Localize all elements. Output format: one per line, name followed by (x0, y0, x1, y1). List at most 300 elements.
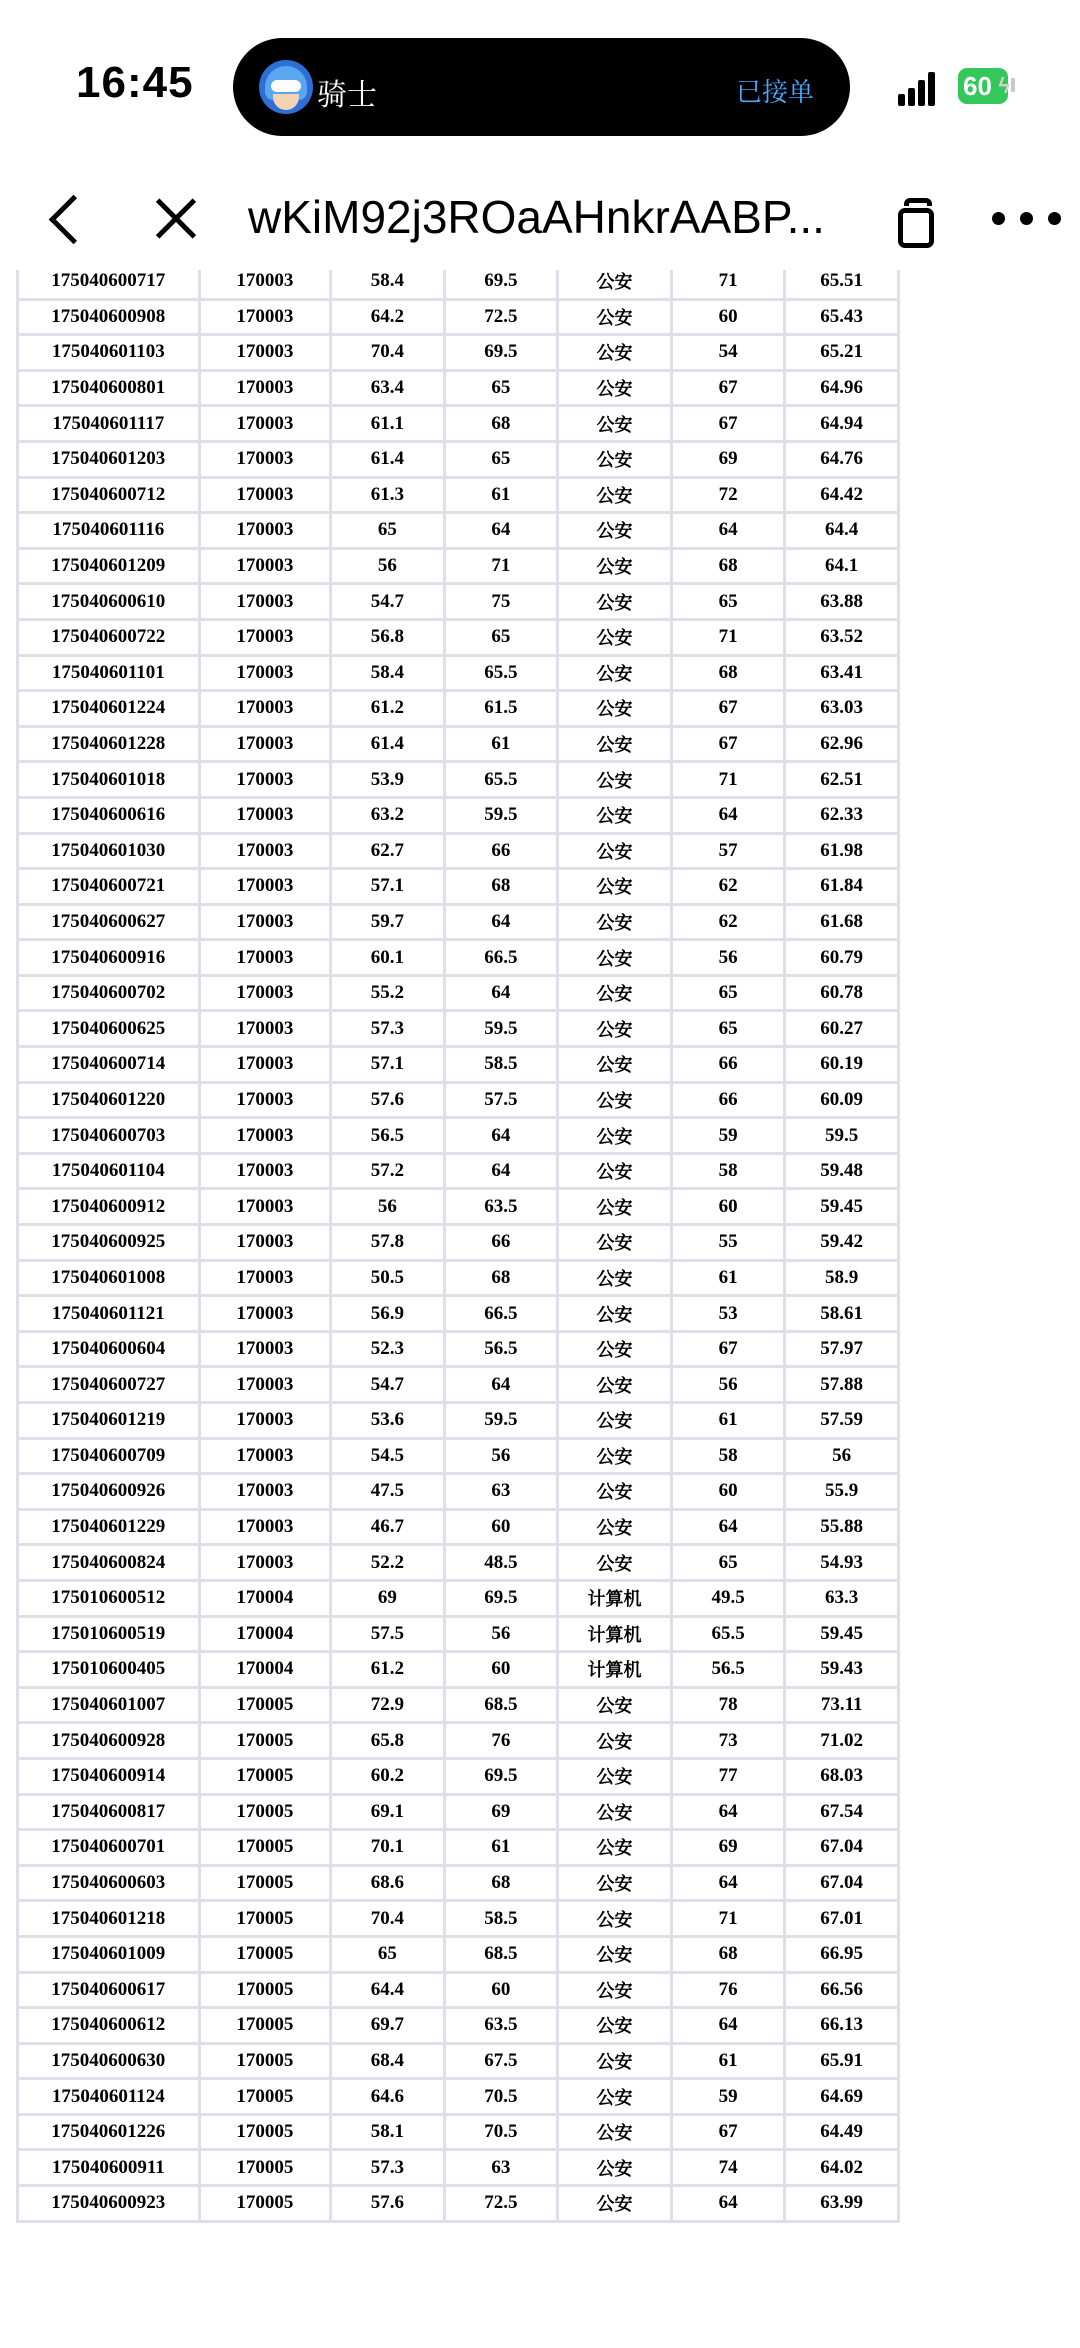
exam-id-cell: 175040601209 (18, 548, 200, 584)
exam-id-cell: 175040600612 (18, 2008, 200, 2044)
score-b-cell: 66 (444, 833, 558, 869)
score-a-cell: 53.9 (331, 762, 445, 798)
table-row (18, 1296, 899, 1332)
total-score-cell: 63.03 (785, 691, 899, 727)
score-a-cell: 61.2 (331, 1652, 445, 1688)
total-score-cell: 64.49 (785, 2114, 899, 2150)
category-cell: 公安 (558, 1723, 672, 1759)
position-code-cell: 170003 (199, 1153, 331, 1189)
total-score-cell: 59.48 (785, 1153, 899, 1189)
score-b-cell: 66.5 (444, 940, 558, 976)
exam-id-cell: 175040600727 (18, 1367, 200, 1403)
position-code-cell: 170003 (199, 477, 331, 513)
category-cell: 公安 (558, 1118, 672, 1154)
score-c-cell: 68 (671, 1936, 785, 1972)
position-code-cell: 170003 (199, 1189, 331, 1225)
category-cell: 公安 (558, 406, 672, 442)
category-cell: 公安 (558, 1438, 672, 1474)
total-score-cell: 57.59 (785, 1403, 899, 1439)
more-icon[interactable] (992, 198, 1062, 238)
exam-id-cell: 175040601124 (18, 2079, 200, 2115)
total-score-cell: 67.04 (785, 1830, 899, 1866)
score-c-cell: 55 (671, 1225, 785, 1261)
score-b-cell: 67.5 (444, 2043, 558, 2079)
score-b-cell: 64 (444, 1367, 558, 1403)
exam-id-cell: 175040600721 (18, 869, 200, 905)
table-row (18, 1047, 899, 1083)
table-row (18, 441, 899, 477)
category-cell: 公安 (558, 2114, 672, 2150)
exam-id-cell: 175040600709 (18, 1438, 200, 1474)
total-score-cell: 64.94 (785, 406, 899, 442)
score-c-cell: 71 (671, 1901, 785, 1937)
category-cell: 公安 (558, 2150, 672, 2186)
score-a-cell: 72.9 (331, 1687, 445, 1723)
table-row (18, 797, 899, 833)
exam-id-cell: 175040601219 (18, 1403, 200, 1439)
score-b-cell: 63 (444, 1474, 558, 1510)
position-code-cell: 170003 (199, 513, 331, 549)
total-score-cell: 66.13 (785, 2008, 899, 2044)
score-b-cell: 68.5 (444, 1936, 558, 1972)
total-score-cell: 73.11 (785, 1687, 899, 1723)
total-score-cell: 67.54 (785, 1794, 899, 1830)
score-c-cell: 71 (671, 270, 785, 299)
score-b-cell: 65 (444, 619, 558, 655)
position-code-cell: 170005 (199, 2043, 331, 2079)
score-c-cell: 67 (671, 1331, 785, 1367)
score-b-cell: 61 (444, 1830, 558, 1866)
total-score-cell: 66.95 (785, 1936, 899, 1972)
score-b-cell: 59.5 (444, 1011, 558, 1047)
score-c-cell: 69 (671, 1830, 785, 1866)
exam-id-cell: 175040600911 (18, 2150, 200, 2186)
score-b-cell: 72.5 (444, 2186, 558, 2222)
exam-id-cell: 175040600722 (18, 619, 200, 655)
score-a-cell: 69.7 (331, 2008, 445, 2044)
table-row (18, 1794, 899, 1830)
position-code-cell: 170003 (199, 270, 331, 299)
score-a-cell: 56.9 (331, 1296, 445, 1332)
position-code-cell: 170003 (199, 1118, 331, 1154)
score-b-cell: 56 (444, 1438, 558, 1474)
score-a-cell: 53.6 (331, 1403, 445, 1439)
exam-id-cell: 175040600627 (18, 904, 200, 940)
score-c-cell: 65.5 (671, 1616, 785, 1652)
position-code-cell: 170003 (199, 940, 331, 976)
position-code-cell: 170005 (199, 2114, 331, 2150)
score-c-cell: 60 (671, 1474, 785, 1510)
position-code-cell: 170003 (199, 299, 331, 335)
position-code-cell: 170003 (199, 1082, 331, 1118)
score-c-cell: 58 (671, 1153, 785, 1189)
score-b-cell: 75 (444, 584, 558, 620)
exam-id-cell: 175040600712 (18, 477, 200, 513)
position-code-cell: 170005 (199, 1972, 331, 2008)
position-code-cell: 170003 (199, 619, 331, 655)
category-cell: 公安 (558, 477, 672, 513)
total-score-cell: 71.02 (785, 1723, 899, 1759)
score-a-cell: 61.4 (331, 441, 445, 477)
position-code-cell: 170003 (199, 1438, 331, 1474)
exam-id-cell: 175040601116 (18, 513, 200, 549)
score-c-cell: 64 (671, 2186, 785, 2222)
category-cell: 公安 (558, 1758, 672, 1794)
island-title: 骑士 (317, 79, 377, 112)
battery-cap (1011, 78, 1015, 92)
total-score-cell: 59.5 (785, 1118, 899, 1154)
category-cell: 公安 (558, 726, 672, 762)
table-row (18, 1509, 899, 1545)
table-row (18, 1936, 899, 1972)
score-b-cell: 68 (444, 1865, 558, 1901)
table-row (18, 1153, 899, 1189)
category-cell: 公安 (558, 975, 672, 1011)
category-cell: 公安 (558, 1403, 672, 1439)
exam-id-cell: 175040600617 (18, 1972, 200, 2008)
table-row (18, 1723, 899, 1759)
total-score-cell: 63.88 (785, 584, 899, 620)
score-c-cell: 74 (671, 2150, 785, 2186)
position-code-cell: 170005 (199, 2079, 331, 2115)
score-c-cell: 67 (671, 726, 785, 762)
back-icon[interactable] (40, 188, 90, 248)
score-c-cell: 56.5 (671, 1652, 785, 1688)
score-b-cell: 66.5 (444, 1296, 558, 1332)
status-time: 16:45 (76, 58, 194, 107)
total-score-cell: 65.91 (785, 2043, 899, 2079)
score-c-cell: 58 (671, 1438, 785, 1474)
score-c-cell: 61 (671, 2043, 785, 2079)
score-b-cell: 59.5 (444, 1403, 558, 1439)
score-table (16, 270, 900, 2223)
exam-id-cell: 175040600817 (18, 1794, 200, 1830)
category-cell: 公安 (558, 762, 672, 798)
score-b-cell: 70.5 (444, 2079, 558, 2115)
signal-icon (898, 70, 934, 106)
close-icon[interactable] (148, 188, 204, 248)
score-c-cell: 64 (671, 2008, 785, 2044)
position-code-cell: 170005 (199, 1936, 331, 1972)
category-cell: 公安 (558, 1545, 672, 1581)
category-cell: 公安 (558, 2186, 672, 2222)
score-c-cell: 64 (671, 513, 785, 549)
total-score-cell: 57.88 (785, 1367, 899, 1403)
score-c-cell: 73 (671, 1723, 785, 1759)
score-a-cell: 61.4 (331, 726, 445, 762)
table-row (18, 299, 899, 335)
score-a-cell: 63.4 (331, 370, 445, 406)
category-cell: 公安 (558, 299, 672, 335)
exam-id-cell: 175040600616 (18, 797, 200, 833)
score-c-cell: 77 (671, 1758, 785, 1794)
score-c-cell: 64 (671, 1509, 785, 1545)
exam-id-cell: 175040601008 (18, 1260, 200, 1296)
score-c-cell: 64 (671, 797, 785, 833)
score-a-cell: 56.5 (331, 1118, 445, 1154)
score-a-cell: 65.8 (331, 1723, 445, 1759)
table-row (18, 1545, 899, 1581)
exam-id-cell: 175040600717 (18, 270, 200, 299)
exam-id-cell: 175040601220 (18, 1082, 200, 1118)
score-a-cell: 64.4 (331, 1972, 445, 2008)
position-code-cell: 170003 (199, 1225, 331, 1261)
total-score-cell: 64.1 (785, 548, 899, 584)
score-a-cell: 57.3 (331, 1011, 445, 1047)
exam-id-cell: 175040601104 (18, 1153, 200, 1189)
score-b-cell: 68.5 (444, 1687, 558, 1723)
score-b-cell: 64 (444, 513, 558, 549)
score-b-cell: 48.5 (444, 1545, 558, 1581)
position-code-cell: 170003 (199, 655, 331, 691)
total-score-cell: 59.45 (785, 1616, 899, 1652)
copy-icon[interactable] (894, 188, 944, 254)
exam-id-cell: 175040601226 (18, 2114, 200, 2150)
position-code-cell: 170005 (199, 1901, 331, 1937)
category-cell: 计算机 (558, 1580, 672, 1616)
score-a-cell: 61.1 (331, 406, 445, 442)
category-cell: 公安 (558, 1047, 672, 1083)
table-row (18, 584, 899, 620)
total-score-cell: 54.93 (785, 1545, 899, 1581)
battery-icon (958, 68, 1008, 104)
score-a-cell: 57.8 (331, 1225, 445, 1261)
exam-id-cell: 175040600926 (18, 1474, 200, 1510)
total-score-cell: 64.69 (785, 2079, 899, 2115)
score-b-cell: 64 (444, 904, 558, 940)
table-row (18, 869, 899, 905)
position-code-cell: 170003 (199, 833, 331, 869)
score-c-cell: 68 (671, 655, 785, 691)
score-a-cell: 46.7 (331, 1509, 445, 1545)
score-c-cell: 68 (671, 548, 785, 584)
page-title: wKiM92j3ROaAHnkrAABP... (248, 191, 825, 243)
position-code-cell: 170005 (199, 1687, 331, 1723)
total-score-cell: 62.33 (785, 797, 899, 833)
position-code-cell: 170004 (199, 1652, 331, 1688)
position-code-cell: 170003 (199, 1047, 331, 1083)
table-row (18, 1260, 899, 1296)
score-c-cell: 62 (671, 869, 785, 905)
score-a-cell: 57.2 (331, 1153, 445, 1189)
score-a-cell: 52.2 (331, 1545, 445, 1581)
score-a-cell: 65 (331, 1936, 445, 1972)
exam-id-cell: 175040601018 (18, 762, 200, 798)
table-row (18, 1901, 899, 1937)
total-score-cell: 55.88 (785, 1509, 899, 1545)
category-cell: 公安 (558, 1509, 672, 1545)
score-c-cell: 56 (671, 1367, 785, 1403)
category-cell: 公安 (558, 441, 672, 477)
table-row (18, 975, 899, 1011)
exam-id-cell: 175040600714 (18, 1047, 200, 1083)
exam-id-cell: 175040601121 (18, 1296, 200, 1332)
category-cell: 公安 (558, 797, 672, 833)
score-b-cell: 61.5 (444, 691, 558, 727)
exam-id-cell: 175040601101 (18, 655, 200, 691)
score-c-cell: 57 (671, 833, 785, 869)
table-row (18, 370, 899, 406)
score-a-cell: 57.1 (331, 869, 445, 905)
table-row (18, 1189, 899, 1225)
score-b-cell: 69.5 (444, 270, 558, 299)
table-row (18, 1225, 899, 1261)
exam-id-cell: 175040600925 (18, 1225, 200, 1261)
exam-id-cell: 175040600703 (18, 1118, 200, 1154)
score-a-cell: 50.5 (331, 1260, 445, 1296)
position-code-cell: 170003 (199, 869, 331, 905)
table-row (18, 1474, 899, 1510)
score-b-cell: 66 (444, 1225, 558, 1261)
category-cell: 公安 (558, 655, 672, 691)
score-c-cell: 64 (671, 1794, 785, 1830)
table-row (18, 2079, 899, 2115)
exam-id-cell: 175040600824 (18, 1545, 200, 1581)
score-a-cell: 57.5 (331, 1616, 445, 1652)
category-cell: 公安 (558, 904, 672, 940)
table-row (18, 548, 899, 584)
position-code-cell: 170003 (199, 1545, 331, 1581)
category-cell: 公安 (558, 513, 672, 549)
category-cell: 公安 (558, 869, 672, 905)
score-b-cell: 65.5 (444, 762, 558, 798)
score-b-cell: 72.5 (444, 299, 558, 335)
table-row (18, 833, 899, 869)
total-score-cell: 61.98 (785, 833, 899, 869)
score-c-cell: 72 (671, 477, 785, 513)
score-b-cell: 76 (444, 1723, 558, 1759)
score-a-cell: 65 (331, 513, 445, 549)
table-row (18, 1616, 899, 1652)
position-code-cell: 170003 (199, 406, 331, 442)
score-c-cell: 59 (671, 1118, 785, 1154)
exam-id-cell: 175010600519 (18, 1616, 200, 1652)
category-cell: 公安 (558, 2008, 672, 2044)
score-a-cell: 70.4 (331, 1901, 445, 1937)
score-c-cell: 49.5 (671, 1580, 785, 1616)
score-c-cell: 59 (671, 2079, 785, 2115)
position-code-cell: 170003 (199, 797, 331, 833)
total-score-cell: 63.3 (785, 1580, 899, 1616)
position-code-cell: 170003 (199, 548, 331, 584)
exam-id-cell: 175040600908 (18, 299, 200, 335)
category-cell: 公安 (558, 1189, 672, 1225)
table-row (18, 2043, 899, 2079)
dynamic-island[interactable] (233, 38, 850, 136)
category-cell: 公安 (558, 1331, 672, 1367)
total-score-cell: 65.21 (785, 335, 899, 371)
score-b-cell: 61 (444, 477, 558, 513)
exam-id-cell: 175040601218 (18, 1901, 200, 1937)
score-b-cell: 69.5 (444, 1580, 558, 1616)
score-c-cell: 71 (671, 762, 785, 798)
category-cell: 公安 (558, 833, 672, 869)
score-a-cell: 63.2 (331, 797, 445, 833)
category-cell: 公安 (558, 270, 672, 299)
category-cell: 公安 (558, 1296, 672, 1332)
category-cell: 公安 (558, 619, 672, 655)
score-c-cell: 66 (671, 1082, 785, 1118)
exam-id-cell: 175040601228 (18, 726, 200, 762)
category-cell: 公安 (558, 1011, 672, 1047)
exam-id-cell: 175040600923 (18, 2186, 200, 2222)
score-c-cell: 66 (671, 1047, 785, 1083)
total-score-cell: 58.9 (785, 1260, 899, 1296)
table-row (18, 513, 899, 549)
table-row (18, 1438, 899, 1474)
score-c-cell: 60 (671, 1189, 785, 1225)
position-code-cell: 170005 (199, 1830, 331, 1866)
score-c-cell: 61 (671, 1403, 785, 1439)
score-b-cell: 65 (444, 441, 558, 477)
score-table-viewport[interactable] (16, 270, 900, 2348)
table-row (18, 1082, 899, 1118)
score-a-cell: 58.4 (331, 270, 445, 299)
exam-id-cell: 175040601224 (18, 691, 200, 727)
score-a-cell: 54.5 (331, 1438, 445, 1474)
category-cell: 公安 (558, 548, 672, 584)
score-c-cell: 65 (671, 975, 785, 1011)
score-b-cell: 64 (444, 975, 558, 1011)
exam-id-cell: 175010600512 (18, 1580, 200, 1616)
total-score-cell: 64.42 (785, 477, 899, 513)
score-a-cell: 64.6 (331, 2079, 445, 2115)
position-code-cell: 170004 (199, 1616, 331, 1652)
category-cell: 公安 (558, 1367, 672, 1403)
exam-id-cell: 175040601229 (18, 1509, 200, 1545)
table-row (18, 270, 899, 299)
status-bar (0, 0, 1080, 170)
score-b-cell: 58.5 (444, 1047, 558, 1083)
score-c-cell: 60 (671, 299, 785, 335)
category-cell: 公安 (558, 1153, 672, 1189)
category-cell: 公安 (558, 1260, 672, 1296)
score-b-cell: 64 (444, 1118, 558, 1154)
score-b-cell: 68 (444, 869, 558, 905)
exam-id-cell: 175010600405 (18, 1652, 200, 1688)
category-cell: 公安 (558, 584, 672, 620)
position-code-cell: 170005 (199, 2186, 331, 2222)
score-b-cell: 65.5 (444, 655, 558, 691)
score-c-cell: 78 (671, 1687, 785, 1723)
score-c-cell: 54 (671, 335, 785, 371)
position-code-cell: 170003 (199, 370, 331, 406)
score-a-cell: 52.3 (331, 1331, 445, 1367)
position-code-cell: 170003 (199, 335, 331, 371)
exam-id-cell: 175040600916 (18, 940, 200, 976)
total-score-cell: 60.09 (785, 1082, 899, 1118)
score-c-cell: 67 (671, 406, 785, 442)
exam-id-cell: 175040600625 (18, 1011, 200, 1047)
score-b-cell: 60 (444, 1652, 558, 1688)
score-a-cell: 69 (331, 1580, 445, 1616)
total-score-cell: 66.56 (785, 1972, 899, 2008)
table-row (18, 726, 899, 762)
score-a-cell: 57.1 (331, 1047, 445, 1083)
total-score-cell: 55.9 (785, 1474, 899, 1510)
table-row (18, 2114, 899, 2150)
table-row (18, 335, 899, 371)
category-cell: 公安 (558, 1901, 672, 1937)
exam-id-cell: 175040601117 (18, 406, 200, 442)
position-code-cell: 170005 (199, 1865, 331, 1901)
position-code-cell: 170003 (199, 1403, 331, 1439)
category-cell: 公安 (558, 940, 672, 976)
position-code-cell: 170003 (199, 726, 331, 762)
score-c-cell: 65 (671, 584, 785, 620)
table-row (18, 940, 899, 976)
score-b-cell: 71 (444, 548, 558, 584)
